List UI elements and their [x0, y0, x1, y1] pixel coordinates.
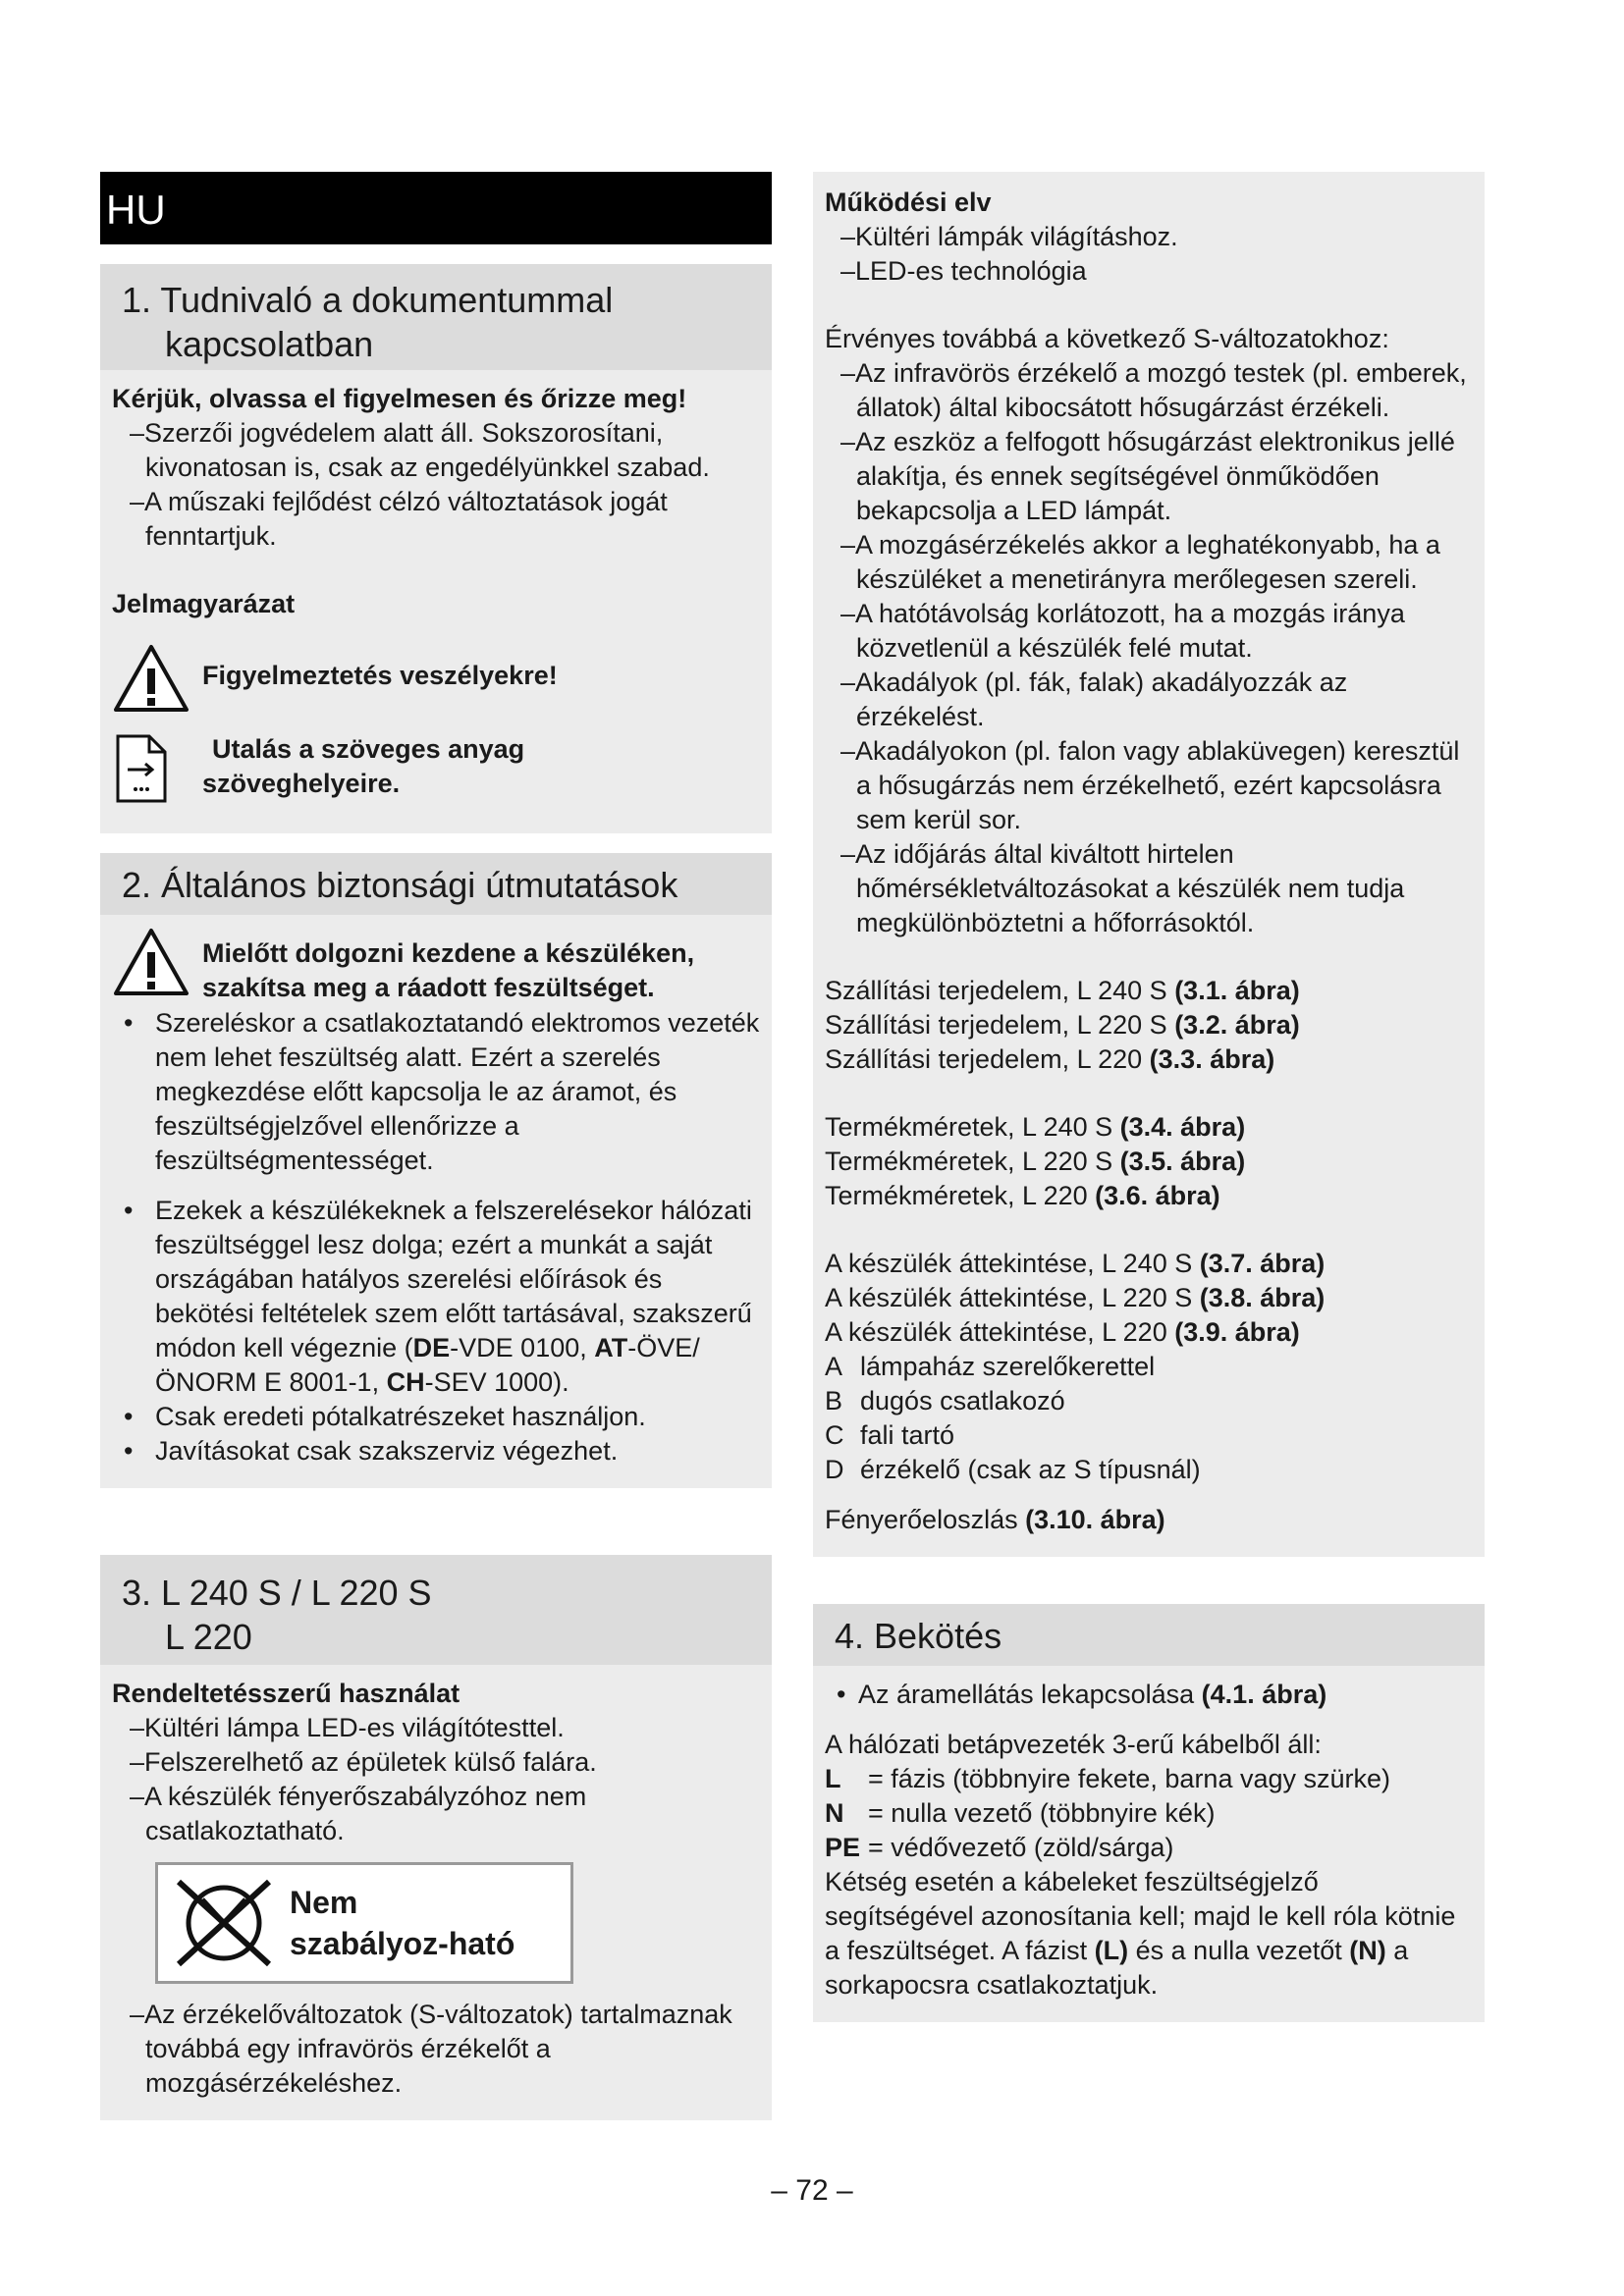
safety-bullet-2 — [112, 1194, 760, 1400]
overview-text: A készülék áttekintése, L 240 S — [825, 1249, 1200, 1278]
part-label: dugós csatlakozó — [860, 1386, 1065, 1415]
section-2-title: 2. Általános biztonsági útmutatások — [100, 853, 772, 915]
section-2-warning — [112, 927, 760, 1006]
section-4 — [813, 1604, 1485, 2022]
closing-text-2: és a nulla vezetőt — [1128, 1936, 1350, 1965]
dimension-text: Termékméretek, L 240 S — [825, 1112, 1120, 1142]
not-dimmable-line1: Nem — [290, 1885, 358, 1920]
warning-triangle-icon — [112, 927, 202, 1006]
wire-desc: = védővezető (zöld/sárga) — [868, 1833, 1174, 1862]
wire-key: N — [825, 1798, 844, 1828]
reference-legend-text — [202, 732, 524, 801]
wire-desc: = nulla vezető (többnyire kék) — [868, 1798, 1216, 1828]
delivery-text: Szállítási terjedelem, L 240 S — [825, 976, 1175, 1005]
closing-paragraph — [825, 1865, 1473, 2002]
part-label: lámpaház szerelőkerettel — [860, 1352, 1156, 1381]
overview-line — [825, 1315, 1473, 1350]
dimension-text: Termékméretek, L 220 S — [825, 1147, 1120, 1176]
delivery-line — [825, 1042, 1473, 1077]
section-4-title: 4. Bekötés — [813, 1604, 1485, 1666]
reference-legend-line1: Utalás a szöveges anyag — [212, 734, 525, 764]
wire-row — [825, 1796, 1473, 1831]
dimension-line — [825, 1179, 1473, 1213]
s-item: –Akadályokon (pl. falon vagy ablaküvegen) keresztül a hősugárzás nem érzékelhető, ezért kapcsolásra sem kerül sor. — [840, 736, 1460, 834]
read-note: Kérjük, olvassa el figyelmesen és őrizze meg! — [112, 384, 687, 413]
ch-code: CH — [386, 1367, 425, 1397]
overview-text: A készülék áttekintése, L 220 S — [825, 1283, 1200, 1312]
s-item: –Az időjárás által kiváltott hirtelen hőmérsékletváltozásokat a készülék nem tudja megkülönböztetni a hőforrásoktól. — [840, 839, 1405, 937]
reference-legend-row — [112, 732, 760, 814]
light-distribution-text: Fényerőeloszlás — [825, 1505, 1026, 1534]
dimension-line — [825, 1110, 1473, 1145]
s-item: –Akadályok (pl. fák, falak) akadályozzák az érzékelést. — [840, 667, 1348, 731]
wire-desc: = fázis (többnyire fekete, barna vagy szürke) — [868, 1764, 1391, 1793]
dimension-line — [825, 1145, 1473, 1179]
section-2 — [100, 853, 772, 1488]
not-dimmable-line2: szabályoz-ható — [290, 1926, 515, 1961]
section-3-heading — [100, 1555, 772, 1665]
overview-ref: (3.7. ábra) — [1199, 1249, 1326, 1278]
use-item-2: –Felszerelhető az épületek külső falára. — [130, 1747, 597, 1777]
part-label: érzékelő (csak az S típusnál) — [860, 1455, 1201, 1484]
warning-triangle-icon — [112, 643, 202, 722]
dimension-ref: (3.5. ábra) — [1119, 1147, 1246, 1176]
overview-ref: (3.8. ábra) — [1199, 1283, 1326, 1312]
overview-ref: (3.9. ábra) — [1174, 1317, 1300, 1347]
principle-item-1: –Kültéri lámpák világításhoz. — [840, 222, 1178, 251]
safety-bullet-2-text: Ezekek a készülékeknek a felszerelésekor hálózati feszültséggel lesz dolga; ezért a munkát a saját országában hatályos szerelési előírások és bekötési feltételek szem előtt tartásával, szakszerű módon kell végeznie ( — [155, 1196, 752, 1362]
part-label: fali tartó — [860, 1420, 955, 1450]
overview-line — [825, 1281, 1473, 1315]
legend-title: Jelmagyarázat — [112, 589, 296, 618]
closing-text-3: a sorkapocsra csatlakoztatjuk. — [825, 1936, 1409, 2000]
s-item: –Az infravörös érzékelő a mozgó testek (pl. emberek, állatok) által kibocsátott hősugárzást érzékeli. — [840, 358, 1467, 422]
de-standard: -VDE 0100, — [450, 1333, 595, 1362]
cable-intro: A hálózati betápvezeték 3-erű kábelből áll: — [825, 1730, 1322, 1759]
safety-bullet-1: • Szereléskor a csatlakoztatandó elektromos vezeték nem lehet feszültség alatt. Ezért a szerelés megkezdése előtt kapcsolja le az áramot, és feszültségjelzővel ellenőrizze a feszültségmentességet. — [112, 1006, 760, 1178]
de-code: DE — [412, 1333, 451, 1362]
light-distribution-ref: (3.10. ábra) — [1025, 1505, 1165, 1534]
section-3 — [100, 1555, 772, 2120]
reference-legend-line2: szöveghelyeire. — [202, 769, 401, 798]
dimension-ref: (3.4. ábra) — [1119, 1112, 1246, 1142]
s-item: –A mozgásérzékelés akkor a leghatékonyabb, ha a készüléket a menetirányra merőlegesen szereli. — [840, 530, 1440, 594]
delivery-ref: (3.2. ábra) — [1174, 1010, 1300, 1040]
wire-row — [825, 1831, 1473, 1865]
dimension-text: Termékméretek, L 220 — [825, 1181, 1096, 1210]
overview-text: A készülék áttekintése, L 220 — [825, 1317, 1175, 1347]
part-letter: B — [825, 1386, 843, 1415]
power-off-text: Az áramellátás lekapcsolása — [858, 1680, 1202, 1709]
copyright-item: –Szerzői jogvédelem alatt áll. Sokszorosítani, kivonatosan is, csak az engedélyünkkel szabad. — [130, 418, 710, 482]
page-number: – 72 – — [771, 2174, 853, 2207]
part-item — [825, 1453, 1473, 1487]
delivery-text: Szállítási terjedelem, L 220 — [825, 1044, 1150, 1074]
section-2-warning-line1: Mielőtt dolgozni kezdene a készüléken, — [202, 938, 695, 968]
not-dimmable-box — [155, 1862, 573, 1984]
principle-title: Működési elv — [825, 187, 992, 217]
delivery-ref: (3.3. ábra) — [1149, 1044, 1275, 1074]
wire-key: L — [825, 1764, 841, 1793]
section-1-title-line1: 1. Tudnivaló a dokumentummal — [122, 280, 614, 320]
section-1-heading — [100, 264, 772, 370]
part-item — [825, 1384, 1473, 1418]
delivery-line — [825, 1008, 1473, 1042]
delivery-ref: (3.1. ábra) — [1174, 976, 1300, 1005]
document-reference-icon — [112, 732, 202, 814]
section-3-title-line2: L 220 — [165, 1617, 252, 1657]
wire-key: PE — [825, 1833, 861, 1862]
warning-legend-text: Figyelmeztetés veszélyekre! — [202, 661, 558, 690]
language-tag: HU — [100, 172, 772, 244]
s-item: –Az eszköz a felfogott hősugárzást elektronikus jellé alakítja, és ennek segítségével önműködően bekapcsolja a LED lámpát. — [840, 427, 1455, 525]
dimension-ref: (3.6. ábra) — [1095, 1181, 1220, 1210]
s-variant-intro: Érvényes továbbá a következő S-változatokhoz: — [825, 324, 1389, 353]
use-item-1: –Kültéri lámpa LED-es világítótesttel. — [130, 1713, 565, 1742]
principle-item-2: –LED-es technológia — [840, 256, 1087, 286]
no-dimmer-icon — [158, 1876, 290, 1970]
part-letter: C — [825, 1420, 844, 1450]
not-dimmable-text — [290, 1882, 514, 1964]
operation-box — [813, 172, 1485, 1557]
part-letter: A — [825, 1352, 843, 1381]
at-standard: -ÖVE/ÖNORM E 8001-1, — [155, 1333, 700, 1397]
part-item — [825, 1418, 1473, 1453]
s-item: –A hatótávolság korlátozott, ha a mozgás iránya közvetlenül a készülék felé mutat. — [840, 599, 1405, 663]
delivery-text: Szállítási terjedelem, L 220 S — [825, 1010, 1175, 1040]
closing-text-1: Kétség esetén a kábeleket feszültségjelző segítségével azonosítania kell; majd le kell róla kötnie a feszültséget. A fázist — [825, 1867, 1456, 1965]
closing-l: (L) — [1094, 1936, 1129, 1965]
wire-row — [825, 1762, 1473, 1796]
sensor-note: –Az érzékelőváltozatok (S-változatok) tartalmaznak továbbá egy infravörös érzékelőt a mozgásérzékeléshez. — [130, 2000, 732, 2098]
safety-bullet-4: • Javításokat csak szakszerviz végezhet. — [112, 1434, 760, 1468]
power-off-bullet — [825, 1678, 1473, 1712]
delivery-line — [825, 974, 1473, 1008]
light-distribution-line — [825, 1503, 1473, 1537]
section-2-warning-line2: szakítsa meg a ráadott feszültséget. — [202, 973, 655, 1002]
section-1 — [100, 264, 772, 833]
part-item — [825, 1350, 1473, 1384]
overview-line — [825, 1247, 1473, 1281]
warning-legend-row — [112, 643, 760, 722]
use-item-3: –A készülék fényerőszabályzóhoz nem csatlakoztatható. — [130, 1782, 587, 1845]
changes-item: –A műszaki fejlődést célzó változtatások jogát fenntartjuk. — [130, 487, 668, 551]
left-column — [100, 172, 772, 2140]
section-1-title-line2: kapcsolatban — [165, 324, 374, 364]
ch-standard: -SEV 1000). — [424, 1367, 569, 1397]
section-2-warning-text — [202, 927, 694, 1005]
intended-use-title: Rendeltetésszerű használat — [112, 1679, 460, 1708]
part-letter: D — [825, 1455, 844, 1484]
section-3-title-line1: 3. L 240 S / L 220 S — [122, 1573, 432, 1613]
power-off-ref: (4.1. ábra) — [1201, 1680, 1327, 1709]
at-code: AT — [594, 1333, 628, 1362]
right-column — [813, 172, 1485, 2042]
safety-bullet-3: • Csak eredeti pótalkatrészeket használjon. — [112, 1400, 760, 1434]
closing-n: (N) — [1349, 1936, 1386, 1965]
